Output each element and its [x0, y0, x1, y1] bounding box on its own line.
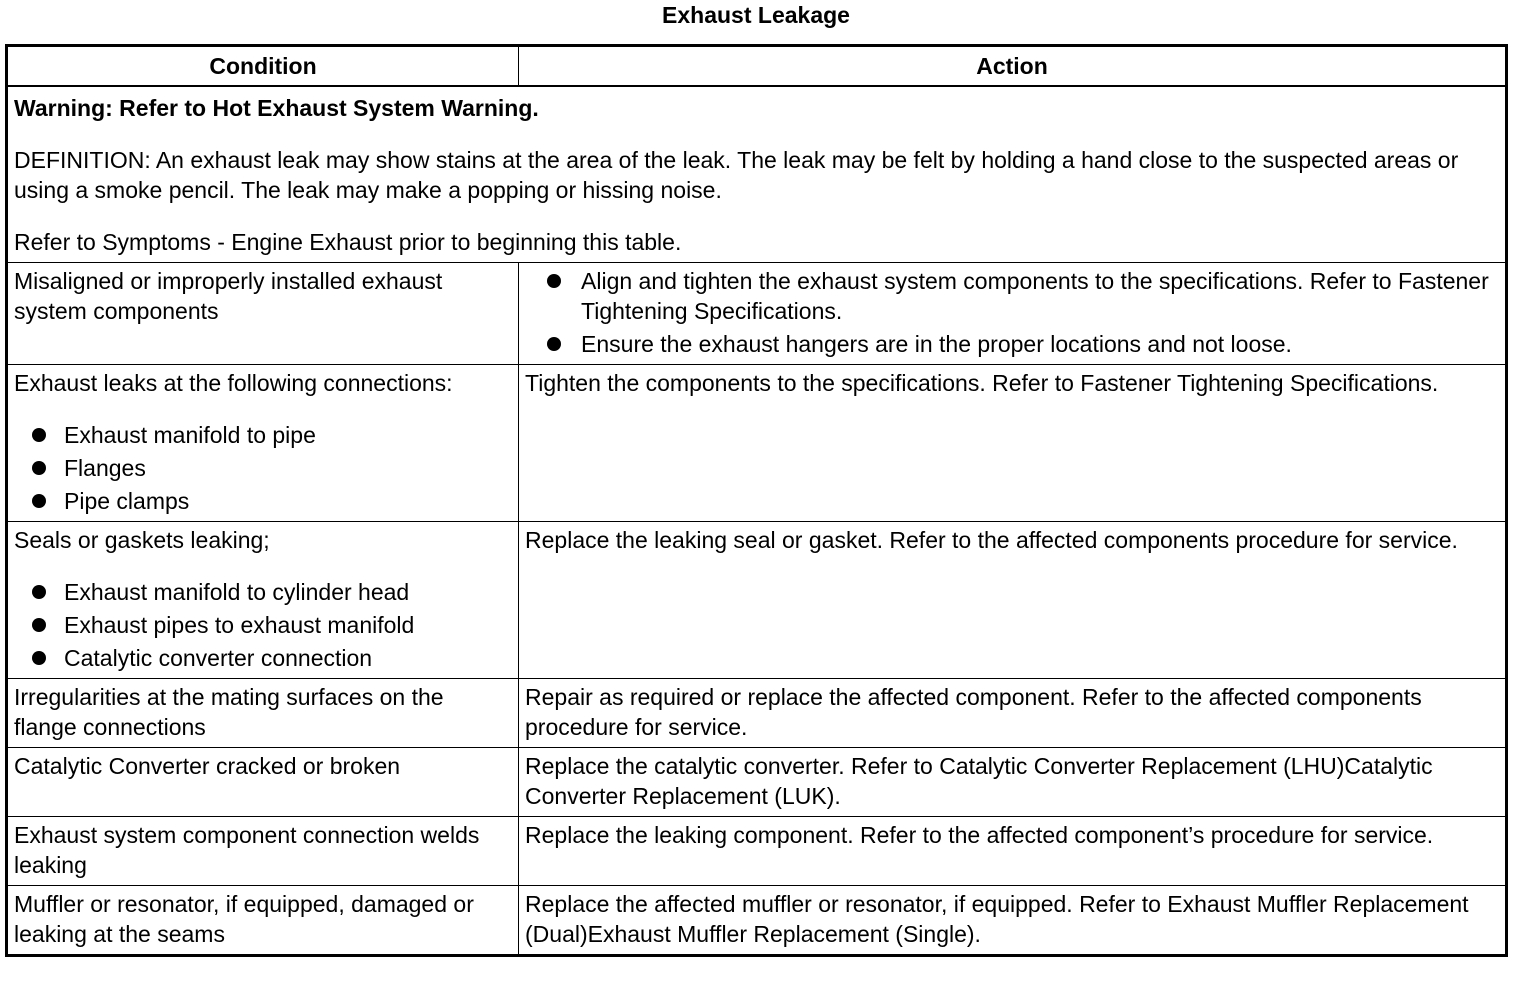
warning-text: Warning: Refer to Hot Exhaust System Warning.	[14, 95, 539, 121]
bullet-icon	[547, 274, 561, 288]
condition-cell	[7, 522, 519, 679]
action-cell: Tighten the components to the specifications. Refer to Fastener Tightening Specifications.	[519, 365, 1507, 522]
condition-cell: Muffler or resonator, if equipped, damaged or leaking at the seams	[7, 886, 519, 956]
condition-cell	[7, 365, 519, 522]
condition-lead-text: Exhaust leaks at the following connections:	[14, 370, 453, 396]
condition-cell: Irregularities at the mating surfaces on the flange connections	[7, 679, 519, 748]
bullet-text: Pipe clamps	[64, 488, 190, 514]
action-cell: Replace the affected muffler or resonator, if equipped. Refer to Exhaust Muffler Replacement (Dual)Exhaust Muffler Replacement (Single).	[519, 886, 1507, 956]
document-title: Exhaust Leakage	[662, 2, 850, 28]
action-cell	[519, 263, 1507, 365]
bullet-icon	[547, 337, 561, 351]
table-row	[7, 679, 1507, 748]
list-item	[14, 453, 512, 483]
bullet-icon	[32, 494, 46, 508]
bullet-text: Align and tighten the exhaust system components to the specifications. Refer to Fastener Tightening Specifications.	[581, 268, 1489, 324]
action-column-header: Action	[519, 46, 1507, 87]
condition-bullet-list	[14, 577, 512, 673]
diagnostic-table	[5, 44, 1508, 957]
condition-bullet-list	[14, 420, 512, 516]
action-cell: Replace the catalytic converter. Refer to Catalytic Converter Replacement (LHU)Catalytic Converter Replacement (LUK).	[519, 748, 1507, 817]
bullet-icon	[32, 651, 46, 665]
condition-lead-text: Seals or gaskets leaking;	[14, 527, 270, 553]
table-row	[7, 748, 1507, 817]
bullet-text: Exhaust manifold to cylinder head	[64, 579, 410, 605]
bullet-text: Exhaust manifold to pipe	[64, 422, 316, 448]
action-cell: Repair as required or replace the affected component. Refer to the affected components procedure for service.	[519, 679, 1507, 748]
table-row	[7, 263, 1507, 365]
action-bullet-list	[525, 266, 1499, 359]
refer-symptoms-text: Refer to Symptoms - Engine Exhaust prior to beginning this table.	[14, 229, 682, 255]
list-item	[14, 577, 512, 607]
intro-row	[7, 86, 1507, 263]
bullet-icon	[32, 585, 46, 599]
intro-cell	[7, 86, 1507, 263]
bullet-icon	[32, 618, 46, 632]
bullet-text: Exhaust pipes to exhaust manifold	[64, 612, 415, 638]
action-cell: Replace the leaking component. Refer to the affected component’s procedure for service.	[519, 817, 1507, 886]
definition-text: DEFINITION: An exhaust leak may show stains at the area of the leak. The leak may be felt by holding a hand close to the suspected areas or using a smoke pencil. The leak may make a popping or hissing noise.	[14, 147, 1459, 203]
bullet-icon	[32, 428, 46, 442]
bullet-icon	[32, 461, 46, 475]
condition-cell: Misaligned or improperly installed exhaust system components	[7, 263, 519, 365]
bullet-text: Ensure the exhaust hangers are in the proper locations and not loose.	[581, 331, 1292, 357]
list-item	[14, 610, 512, 640]
condition-cell: Catalytic Converter cracked or broken	[7, 748, 519, 817]
table-row	[7, 817, 1507, 886]
action-cell: Replace the leaking seal or gasket. Refer to the affected components procedure for service.	[519, 522, 1507, 679]
table-header-row	[7, 46, 1507, 87]
table-row	[7, 365, 1507, 522]
list-item	[525, 266, 1499, 326]
list-item	[14, 486, 512, 516]
list-item	[525, 329, 1499, 359]
bullet-text: Flanges	[64, 455, 146, 481]
condition-cell: Exhaust system component connection welds leaking	[7, 817, 519, 886]
bullet-text: Catalytic converter connection	[64, 645, 373, 671]
table-row	[7, 522, 1507, 679]
table-row	[7, 886, 1507, 956]
list-item	[14, 420, 512, 450]
list-item	[14, 643, 512, 673]
condition-column-header: Condition	[7, 46, 519, 87]
